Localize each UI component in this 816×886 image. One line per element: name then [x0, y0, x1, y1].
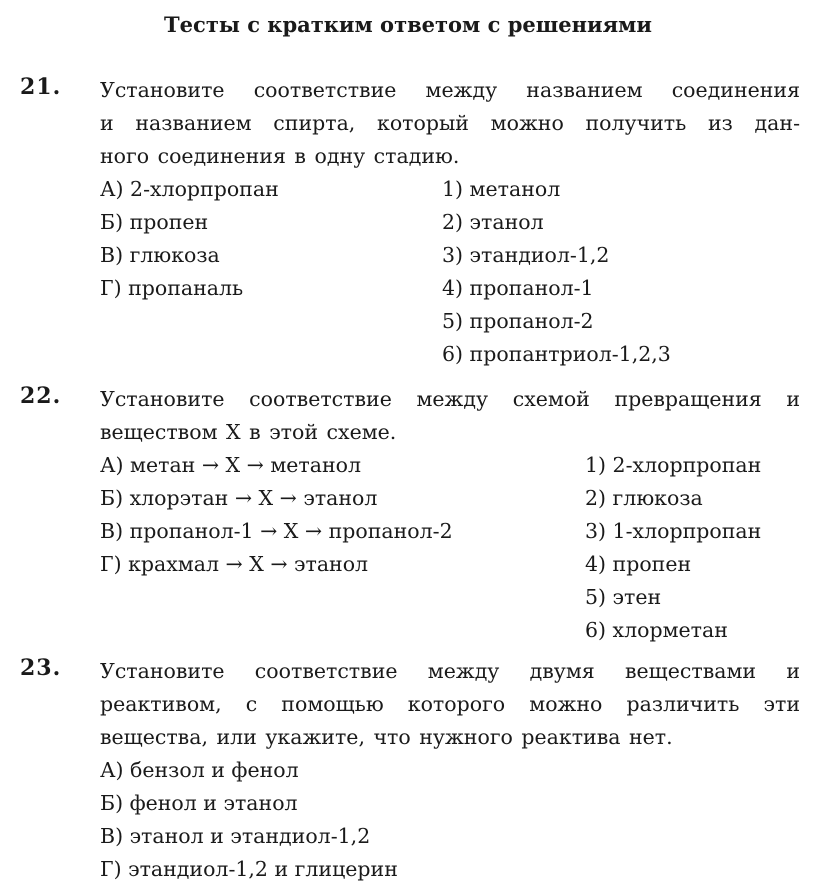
- right-options: [442, 173, 671, 371]
- question-line: и названием спирта, который можно получить из дан-: [100, 111, 800, 135]
- left-option: А) бензол и фенол: [100, 758, 299, 782]
- question-number: 21.: [20, 74, 62, 100]
- left-options: [100, 754, 398, 886]
- question-line: вещества, или укажите, что нужного реактива нет.: [100, 725, 673, 749]
- left-options: [100, 449, 453, 581]
- question-text: [100, 74, 800, 173]
- question-line: Установите соответствие между схемой превращения и: [100, 387, 800, 411]
- right-option: 3) этандиол-1,2: [442, 243, 610, 267]
- right-option: 4) пропен: [585, 552, 692, 576]
- right-options: [585, 449, 761, 647]
- question-text: [100, 655, 800, 754]
- question-number: 23.: [20, 655, 62, 681]
- page-title: Тесты с кратким ответом с решениями: [164, 12, 652, 37]
- left-option: А) метан → X → метанол: [100, 453, 362, 477]
- right-option: 2) этанол: [442, 210, 544, 234]
- question-line: реактивом, с помощью которого можно различить эти: [100, 692, 800, 716]
- left-options: [100, 173, 279, 305]
- question-line: веществом X в этой схеме.: [100, 420, 397, 444]
- left-option: В) этанол и этандиол-1,2: [100, 824, 371, 848]
- left-option: Г) крахмал → X → этанол: [100, 552, 369, 576]
- question-line: Установите соответствие между названием соединения: [100, 78, 800, 102]
- left-option: Б) пропен: [100, 210, 209, 234]
- right-option: 5) пропанол-2: [442, 309, 594, 333]
- question-line: ного соединения в одну стадию.: [100, 144, 460, 168]
- left-option: Б) фенол и этанол: [100, 791, 298, 815]
- left-option: Б) хлорэтан → X → этанол: [100, 486, 378, 510]
- right-option: 1) метанол: [442, 177, 561, 201]
- left-option: В) пропанол-1 → X → пропанол-2: [100, 519, 453, 543]
- right-option: 6) хлорметан: [585, 618, 728, 642]
- left-option: Г) пропаналь: [100, 276, 244, 300]
- question-line: Установите соответствие между двумя веществами и: [100, 659, 800, 683]
- question-number: 22.: [20, 383, 62, 409]
- right-option: 1) 2-хлорпропан: [585, 453, 762, 477]
- right-option: 3) 1-хлорпропан: [585, 519, 762, 543]
- right-option: 6) пропантриол-1,2,3: [442, 342, 671, 366]
- right-option: 4) пропанол-1: [442, 276, 594, 300]
- right-option: 2) глюкоза: [585, 486, 703, 510]
- question-text: [100, 383, 800, 449]
- left-option: А) 2-хлорпропан: [100, 177, 279, 201]
- left-option: В) глюкоза: [100, 243, 220, 267]
- left-option: Г) этандиол-1,2 и глицерин: [100, 857, 398, 881]
- right-option: 5) этен: [585, 585, 662, 609]
